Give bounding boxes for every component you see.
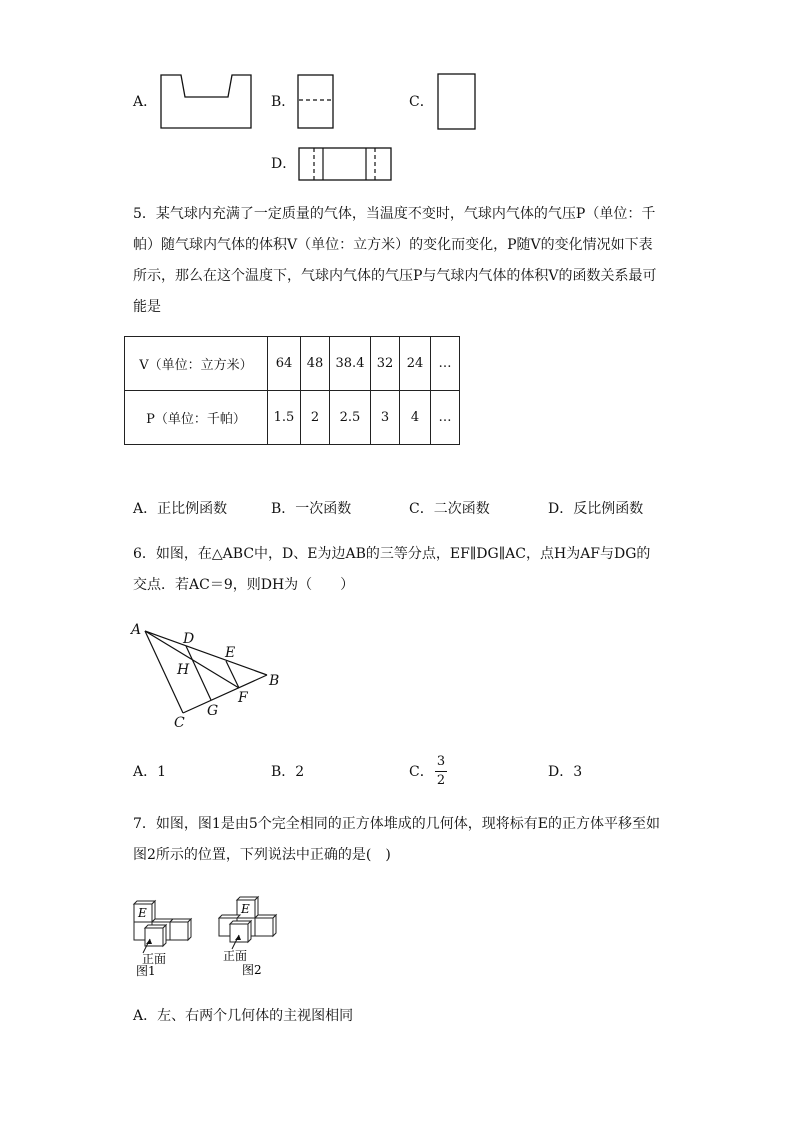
q7-figure-1 (128, 895, 200, 977)
q4-option-b-label: B． (271, 94, 296, 110)
q6-option-c-prefix: C． (409, 764, 434, 780)
q5-option-c: C．二次函数 (409, 501, 490, 517)
q4-option-a-figure (160, 74, 252, 129)
table-cell: 38.4 (330, 337, 371, 391)
q7-fig2-front-label: 正面 (223, 949, 248, 963)
label-c: C (174, 715, 185, 731)
q7-fig2-caption: 图2 (242, 963, 262, 977)
table-cell: 24 (400, 337, 431, 391)
q4-option-d-label: D． (271, 156, 297, 172)
table-cell: … (431, 391, 460, 445)
segment-dg (186, 646, 211, 700)
q7-option-a: A．左、右两个几何体的主视图相同 (133, 1008, 354, 1024)
table-row (125, 391, 460, 445)
q6-question-text: 6．如图，在△ABC中，D、E为边AB的三等分点，EF∥DG∥AC，点H为AF与DG的交点．若AC＝9，则DH为（ ） (133, 546, 651, 593)
label-a: A (131, 622, 142, 638)
q7-fig2-cube-label: E (241, 902, 250, 916)
q7-figure-2 (218, 893, 290, 977)
fraction-bar (435, 771, 447, 772)
q7-fig1-front-label: 正面 (142, 952, 167, 966)
table-cell: 2.5 (330, 391, 371, 445)
table-cell: 2 (301, 391, 330, 445)
q4-option-c-label: C． (409, 94, 434, 110)
label-f: F (238, 690, 248, 706)
q5-question-text: 5．某气球内充满了一定质量的气体，当温度不变时，气球内气体的气压P（单位：千帕）随气球内气体的体积V（单位：立方米）的变化而变化，P随V的变化情况如下表所示，那么在这个温度下，气球内气体的气压P与气球内气体的体积V的函数关系最可能是 (133, 206, 657, 315)
table-cell: 3 (371, 391, 400, 445)
table-cell: 48 (301, 337, 330, 391)
label-e: E (225, 645, 236, 661)
q4-option-d-figure (298, 146, 393, 182)
q5-option-b: B．一次函数 (271, 501, 352, 517)
q4-option-a-label: A． (133, 94, 158, 110)
q5-option-d: D．反比例函数 (548, 501, 644, 517)
table-row (125, 337, 460, 391)
label-d: D (183, 631, 195, 647)
q4-option-b-figure (297, 74, 334, 129)
q5-row2-label: P（单位：千帕） (125, 391, 268, 445)
q7-fig1-caption: 图1 (136, 964, 156, 977)
q6-option-d: D．3 (548, 764, 583, 780)
q4-option-c-figure (437, 73, 477, 130)
table-cell: … (431, 337, 460, 391)
label-b: B (269, 673, 280, 689)
table-cell: 1.5 (268, 391, 301, 445)
segment-cb (183, 675, 267, 713)
table-cell: 64 (268, 337, 301, 391)
table-cell: 32 (371, 337, 400, 391)
q5-table (124, 336, 460, 445)
q5-option-a: A．正比例函数 (133, 501, 228, 517)
q6-option-a: A．1 (133, 764, 167, 780)
table-cell: 4 (400, 391, 431, 445)
q6-option-b: B．2 (271, 764, 305, 780)
label-h: H (177, 662, 190, 678)
q7-question-text: 7．如图，图1是由5个完全相同的正方体堆成的几何体，现将标有E的正方体平移至如图2所示的位置，下列说法中正确的是( ) (133, 816, 660, 863)
q6-option-c-numerator: 3 (436, 754, 446, 769)
q5-row1-label: V（单位：立方米） (125, 337, 268, 391)
q7-fig1-cube-label: E (138, 906, 147, 920)
q6-option-c-denominator: 2 (436, 773, 446, 788)
q6-triangle-figure (125, 617, 295, 732)
label-g: G (207, 703, 219, 719)
